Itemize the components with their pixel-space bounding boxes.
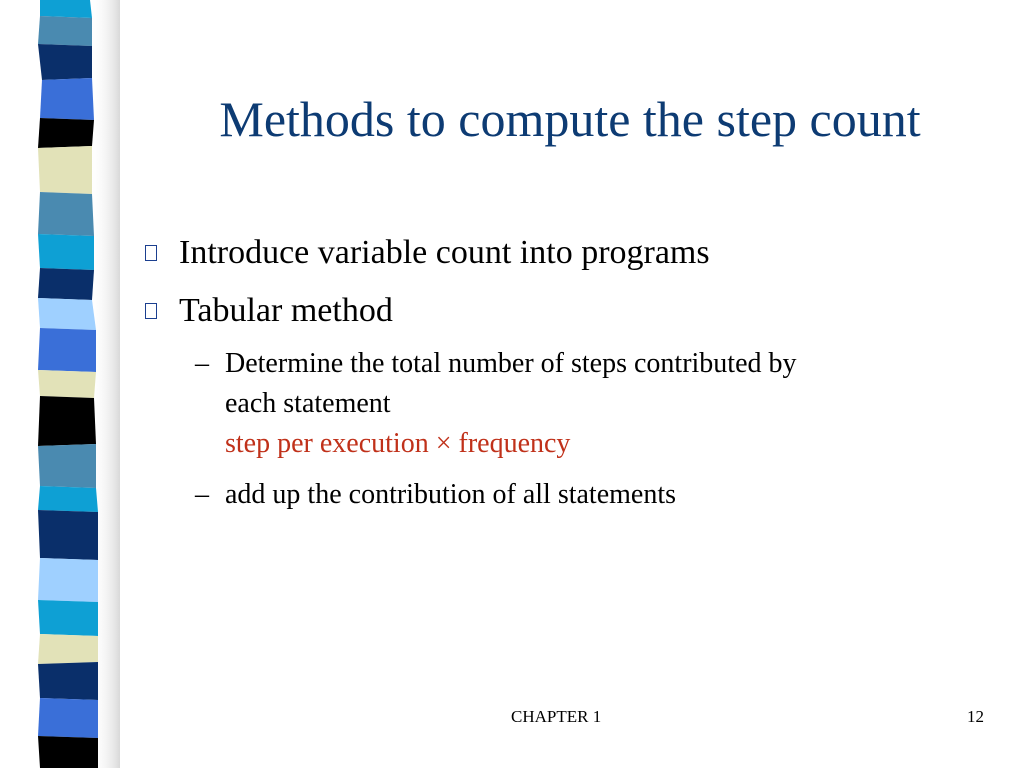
- dash-bullet-icon: –: [195, 348, 209, 379]
- sub-bullet-text: add up the contribution of all statements: [225, 479, 677, 510]
- sub-bullet-item: [195, 475, 676, 515]
- formula-text: step per execution × frequency: [225, 428, 571, 459]
- bullet-text: Tabular method: [179, 292, 393, 329]
- square-bullet-icon: [145, 303, 157, 319]
- dash-bullet-icon: –: [195, 479, 209, 510]
- bullet-item: [145, 291, 393, 331]
- footer-page-number: 12: [967, 707, 984, 726]
- footer-chapter: CHAPTER 1: [511, 707, 602, 726]
- decorative-strip: [0, 0, 120, 768]
- slide-title: Methods to compute the step count: [219, 91, 921, 147]
- bullet-item: [145, 233, 710, 273]
- square-bullet-icon: [145, 245, 157, 261]
- sub-bullet-item: [195, 344, 797, 464]
- sub-bullet-text: Determine the total number of steps contributed by: [225, 348, 797, 379]
- sub-bullet-text-continued: each statement: [225, 388, 391, 419]
- bullet-text: Introduce variable count into programs: [179, 234, 710, 271]
